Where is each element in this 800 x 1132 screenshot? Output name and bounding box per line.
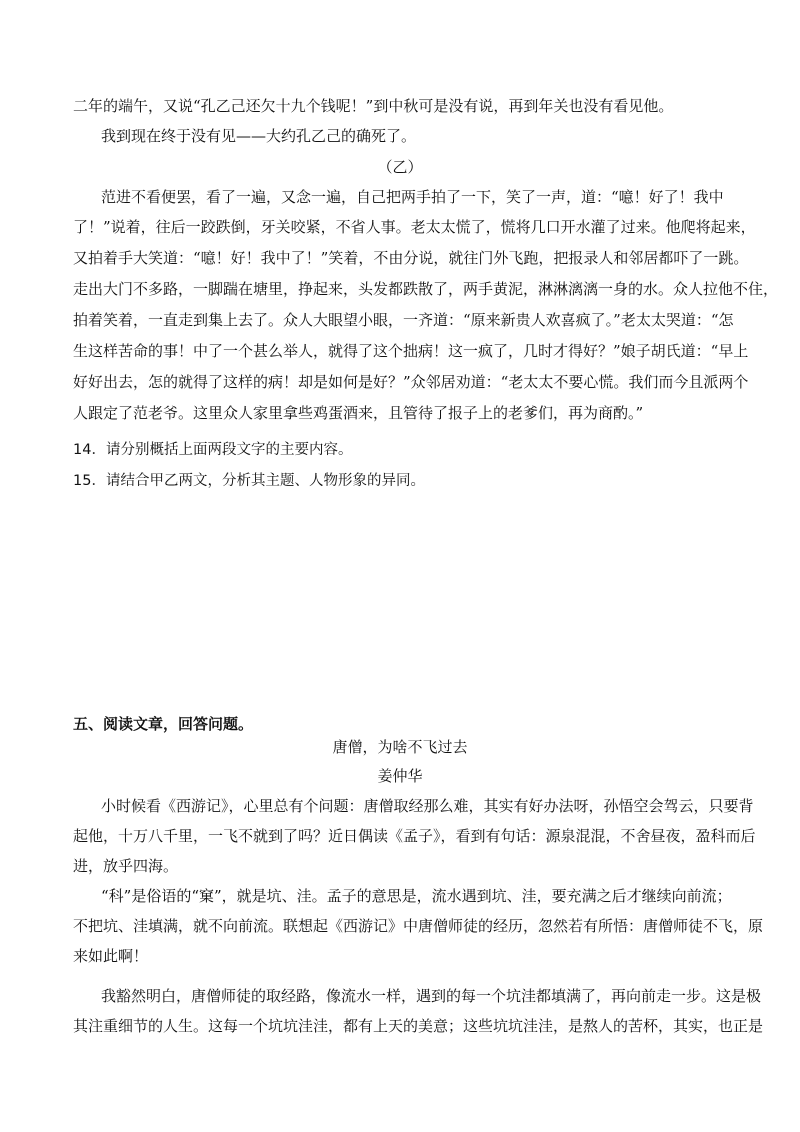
paragraph-line: 了！”说着，往后一跤跌倒，牙关咬紧，不省人事。老太太慌了，慌将几口开水灌了过来。他爬将起来， bbox=[73, 218, 756, 236]
article-author: 姜仲华 bbox=[377, 767, 423, 785]
paragraph-line: 拍着笑着，一直走到集上去了。众人大眼望小眼，一齐道：“原来新贵人欢喜疯了。”老太太哭道：“怎 bbox=[73, 311, 734, 329]
paragraph-line: 生这样苦命的事！中了一个甚么举人，就得了这个拙病！这一疯了，几时才得好？”娘子胡氏道：“早上 bbox=[73, 342, 749, 360]
paragraph-line: 我豁然明白，唐僧师徒的取经路，像流水一样，遇到的每一个坑洼都填满了，再向前走一步。这是极 bbox=[101, 987, 762, 1005]
passage-yi-label: （乙） bbox=[377, 158, 423, 176]
paragraph-line: 小时候看《西游记》，心里总有个问题：唐僧取经那么难，其实有好办法呀，孙悟空会驾云，只要背 bbox=[101, 797, 754, 815]
paragraph-line: 范进不看便罢，看了一遍，又念一遍，自己把两手拍了一下，笑了一声，道：“噫！好了！我中 bbox=[101, 188, 724, 206]
paragraph-line: 我到现在终于没有见——大约孔乙己的确死了。 bbox=[101, 127, 417, 145]
paragraph-line: “科”是俗语的“窠”，就是坑、洼。孟子的意思是，流水遇到坑、洼，要充满之后才继续向前流； bbox=[101, 887, 732, 905]
paragraph-line: 其注重细节的人生。这每一个坑坑洼洼，都有上天的美意；这些坑坑洼洼，是熬人的苦杯，其实，也正是 bbox=[73, 1017, 764, 1035]
question-15: 15．请结合甲乙两文，分析其主题、人物形象的异同。 bbox=[73, 473, 425, 489]
paragraph-line: 走出大门不多路，一脚踹在塘里，挣起来，头发都跌散了，两手黄泥，淋淋漓漓一身的水。众人拉他不住， bbox=[73, 280, 779, 298]
question-14: 14．请分别概括上面两段文字的主要内容。 bbox=[73, 442, 353, 458]
article-title: 唐僧，为啥不飞过去 bbox=[332, 738, 468, 756]
paragraph-line: 好好出去，怎的就得了这样的病！却是如何是好？”众邻居劝道：“老太太不要心慌。我们而今且派两个 bbox=[73, 373, 749, 391]
paragraph-line: 人跟定了范老爷。这里众人家里拿些鸡蛋酒来，且管待了报子上的老爹们，再为商酌。” bbox=[73, 404, 644, 422]
paragraph-line: 来如此啊！ bbox=[73, 947, 149, 965]
paragraph-line: 起他，十万八千里，一飞不就到了吗？近日偶读《孟子》，看到有句话：源泉混混，不舍昼夜，盈科而后 bbox=[73, 827, 756, 845]
paragraph-line: 二年的端午，又说“孔乙己还欠十九个钱呢！”到中秋可是没有说，再到年关也没有看见他。 bbox=[73, 97, 674, 115]
section-heading: 五、阅读文章，回答问题。 bbox=[73, 715, 254, 733]
paragraph-line: 又拍着手大笑道：“噫！好！我中了！”笑着，不由分说，就往门外飞跑，把报录人和邻居都吓了一跳。 bbox=[73, 249, 749, 267]
paragraph-line: 进，放乎四海。 bbox=[73, 857, 179, 875]
paragraph-line: 不把坑、洼填满，就不向前流。联想起《西游记》中唐僧师徒的经历，忽然若有所悟：唐僧师徒不飞，原 bbox=[73, 917, 764, 935]
